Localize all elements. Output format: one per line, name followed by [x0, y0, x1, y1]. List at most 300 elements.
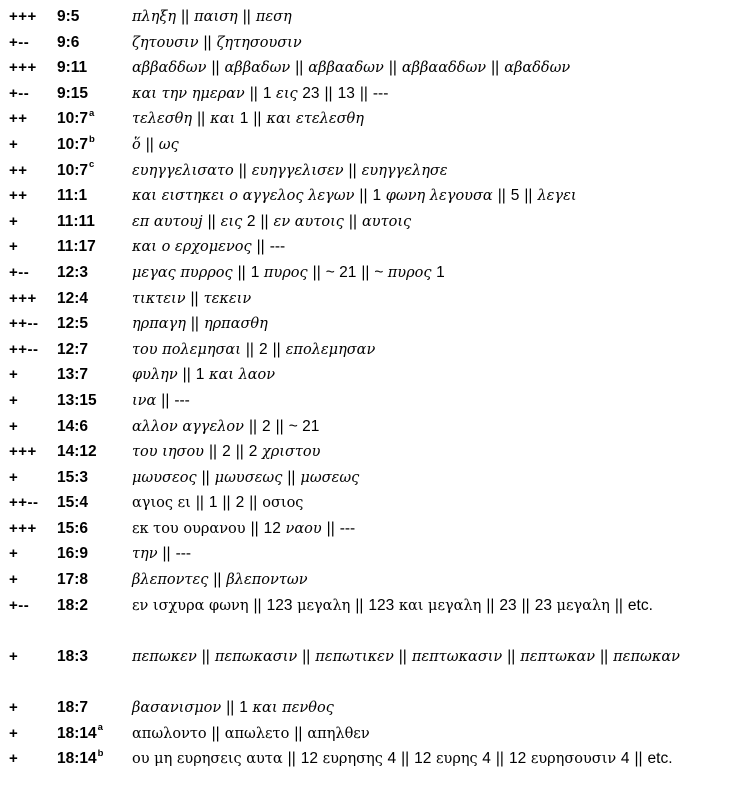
- reading-text: ζητουσιν: [132, 34, 199, 51]
- reading-text: αββαδων: [224, 60, 291, 77]
- reading-text: εν αυτοις: [273, 213, 344, 230]
- reading-separator: ||: [401, 750, 410, 768]
- reading-separator: ||: [203, 33, 212, 51]
- reading-text: 12: [508, 750, 527, 768]
- variant-readings: [132, 311, 737, 337]
- verse-reference: [57, 388, 97, 414]
- verse-reference: [57, 567, 88, 593]
- verse-number: 18:7: [57, 699, 89, 717]
- rating-mark: +: [9, 238, 19, 256]
- reading-separator: ||: [211, 59, 220, 77]
- variant-readings: [132, 567, 737, 593]
- reading-text: 1: [262, 84, 272, 102]
- reading-separator: ||: [250, 519, 259, 537]
- reading-separator: ||: [195, 494, 204, 512]
- verse-number: 12:3: [57, 263, 89, 281]
- verse-reference: [57, 132, 95, 158]
- reading-text: ευηγγελισεν: [251, 162, 344, 179]
- verse-number: 18:14: [57, 750, 97, 768]
- reading-text: του πολεμησαι: [132, 341, 241, 358]
- rating-mark: +: [9, 571, 19, 589]
- reading-separator: ||: [237, 263, 246, 281]
- reading-separator: ||: [634, 750, 643, 768]
- reading-text: ~ 21: [288, 417, 320, 435]
- verse-reference: [57, 81, 88, 107]
- reading-separator: ||: [486, 596, 495, 614]
- reading-text: τελεσθη: [132, 111, 193, 128]
- variant-readings: [132, 593, 737, 619]
- reading-text: 1: [250, 263, 260, 281]
- variant-readings: [132, 234, 737, 260]
- variant-row: [0, 721, 744, 747]
- reading-separator: ||: [312, 263, 321, 281]
- rating-mark: +: [9, 545, 19, 563]
- reading-text: πυρος: [259, 264, 308, 281]
- verse-reference: [57, 541, 88, 567]
- reading-separator: ||: [201, 647, 210, 665]
- variant-readings: [132, 414, 737, 440]
- verse-reference: [57, 439, 97, 465]
- variant-readings: [132, 286, 737, 312]
- reading-text: πεπωκασιν: [214, 648, 298, 665]
- reading-text: την: [132, 546, 158, 563]
- variant-row: [0, 593, 744, 644]
- reading-text: πεπτωκαν: [520, 648, 596, 665]
- variant-readings: [132, 183, 737, 209]
- reading-text: και ετελεσθη: [266, 111, 364, 128]
- reading-separator: ||: [491, 59, 500, 77]
- variant-readings: [132, 81, 737, 107]
- reading-text: ως: [158, 136, 179, 153]
- verse-number: 11:11: [57, 212, 95, 230]
- reading-separator: ||: [211, 724, 220, 742]
- reading-text: ευηγγελησε: [361, 162, 448, 179]
- variant-readings: [132, 132, 737, 158]
- reading-text: παιση: [194, 9, 238, 25]
- variant-readings: [132, 644, 737, 670]
- reading-separator: ||: [614, 596, 623, 614]
- reading-separator: ||: [209, 443, 218, 461]
- reading-text: αβαδδων: [504, 60, 571, 77]
- variant-list: [0, 4, 744, 797]
- reading-separator: ||: [324, 84, 333, 102]
- rating-mark: +++: [9, 443, 37, 461]
- rating-mark: ++--: [9, 315, 39, 333]
- reading-separator: ||: [294, 724, 303, 742]
- variant-readings: [132, 4, 737, 30]
- reading-separator: ||: [495, 750, 504, 768]
- variant-row: [0, 695, 744, 721]
- reading-separator: ||: [238, 161, 247, 179]
- reading-text: εις: [271, 85, 303, 102]
- verse-number: 18:14: [57, 724, 97, 742]
- verse-number: 15:4: [57, 494, 89, 512]
- verse-reference: [57, 746, 103, 772]
- verse-number: 18:2: [57, 596, 89, 614]
- variant-row: [0, 388, 744, 414]
- reading-separator: ||: [348, 161, 357, 179]
- reading-separator: ||: [295, 59, 304, 77]
- reading-separator: ||: [145, 135, 154, 153]
- variant-readings: [132, 490, 737, 516]
- verse-reference: [57, 362, 88, 388]
- variant-readings: [132, 746, 737, 772]
- rating-mark: ++--: [9, 340, 39, 358]
- reading-text: πεπωκεν: [132, 648, 197, 665]
- reading-text: 2: [248, 443, 258, 461]
- variant-row: [0, 746, 744, 797]
- variant-row: [0, 311, 744, 337]
- variant-readings: [132, 158, 737, 184]
- verse-reference: [57, 260, 88, 286]
- reading-text: 23: [534, 596, 552, 614]
- reading-text: πληξη: [132, 9, 177, 25]
- reading-text: μεγαλη: [551, 597, 610, 614]
- reading-text: φωνη λεγουσα: [381, 188, 493, 205]
- rating-mark: +: [9, 391, 19, 409]
- variant-row: [0, 541, 744, 567]
- verse-reference: [57, 30, 79, 56]
- reading-separator: ||: [207, 212, 216, 230]
- reading-text: 23: [302, 84, 320, 102]
- reading-text: εις: [220, 213, 247, 230]
- reading-separator: ||: [256, 238, 265, 256]
- variant-row: [0, 55, 744, 81]
- reading-separator: ||: [226, 699, 235, 717]
- reading-separator: ||: [388, 59, 397, 77]
- reading-text: ευρης: [431, 751, 483, 768]
- reading-text: πεση: [255, 9, 292, 25]
- variant-readings: [132, 388, 737, 414]
- verse-number: 10:7: [57, 161, 89, 179]
- reading-text: απωλοντο: [132, 725, 207, 742]
- reading-text: αυτοις: [361, 213, 412, 230]
- verse-number: 9:11: [57, 59, 88, 77]
- rating-mark: +: [9, 417, 19, 435]
- variant-row: [0, 158, 744, 184]
- verse-number: 9:5: [57, 8, 80, 25]
- reading-text: 12: [263, 519, 281, 537]
- rating-mark: +--: [9, 263, 30, 281]
- reading-separator: ||: [398, 647, 407, 665]
- verse-number: 18:3: [57, 647, 89, 665]
- variant-row: [0, 362, 744, 388]
- verse-number: 15:3: [57, 468, 89, 486]
- verse-reference: [57, 158, 94, 184]
- reading-text: του ιησου: [132, 444, 204, 461]
- reading-text: ---: [175, 545, 192, 563]
- verse-number: 12:7: [57, 340, 89, 358]
- verse-reference: [57, 55, 87, 81]
- verse-number: 16:9: [57, 545, 89, 563]
- reading-text: ---: [372, 84, 389, 102]
- rating-mark: +: [9, 366, 19, 384]
- reading-separator: ||: [302, 647, 311, 665]
- reading-separator: ||: [190, 315, 199, 333]
- reading-text: λεγει: [537, 188, 577, 205]
- reading-text: ---: [339, 519, 356, 537]
- reading-text: μωυσεως: [214, 469, 283, 486]
- reading-text: ---: [174, 391, 190, 409]
- variant-readings: [132, 337, 737, 363]
- variant-readings: [132, 30, 737, 56]
- verse-number: 9:6: [57, 33, 80, 51]
- rating-mark: +--: [9, 33, 30, 51]
- reading-text: ευρησουσιν: [526, 751, 621, 768]
- reading-separator: ||: [507, 647, 516, 665]
- variant-readings: [132, 439, 737, 465]
- rating-mark: ++: [9, 187, 28, 205]
- variant-row: [0, 465, 744, 491]
- reading-separator: ||: [272, 340, 281, 358]
- verse-reference: [57, 106, 94, 132]
- verse-superscript: a: [89, 108, 95, 120]
- verse-reference: [57, 183, 87, 209]
- reading-text: ~: [374, 263, 388, 281]
- verse-reference: [57, 4, 79, 30]
- reading-text: επολεμησαν: [285, 341, 376, 358]
- reading-text: πεπωτικεν: [315, 648, 394, 665]
- reading-separator: ||: [524, 187, 533, 205]
- reading-text: βασανισμον: [132, 700, 222, 717]
- variant-row: [0, 567, 744, 593]
- reading-separator: ||: [213, 571, 222, 589]
- reading-separator: ||: [190, 289, 199, 307]
- reading-text: αλλον αγγελον: [132, 418, 244, 435]
- variant-row: [0, 516, 744, 542]
- rating-mark: +++: [9, 8, 37, 25]
- rating-mark: +--: [9, 596, 30, 614]
- reading-text: εκ του ουρανου: [132, 520, 246, 537]
- reading-text: και την ημεραν: [132, 85, 245, 102]
- verse-number: 14:6: [57, 417, 89, 435]
- reading-separator: ||: [361, 263, 370, 281]
- reading-text: ζητησουσιν: [216, 34, 302, 51]
- reading-text: και πενθος: [247, 700, 334, 717]
- reading-text: ηρπαγη: [132, 316, 186, 333]
- rating-mark: +: [9, 468, 19, 486]
- variant-row: [0, 260, 744, 286]
- variant-readings: [132, 541, 737, 567]
- reading-text: 4: [387, 750, 397, 768]
- reading-text: ναου: [280, 520, 322, 537]
- reading-text: etc.: [647, 750, 673, 768]
- reading-separator: ||: [242, 8, 251, 25]
- reading-text: και λαον: [204, 367, 276, 384]
- verse-reference: [57, 593, 88, 619]
- verse-number: 17:8: [57, 571, 89, 589]
- verse-number: 15:6: [57, 519, 89, 537]
- reading-separator: ||: [359, 84, 368, 102]
- verse-number: 10:7: [57, 110, 89, 128]
- verse-number: 11:1: [57, 187, 88, 205]
- verse-reference: [57, 337, 88, 363]
- variant-readings: [132, 260, 737, 286]
- reading-text: 5: [510, 187, 520, 205]
- reading-text: 1: [195, 366, 205, 384]
- reading-text: ευρησης: [317, 751, 388, 768]
- variant-row: [0, 4, 744, 30]
- rating-mark: +++: [9, 59, 37, 77]
- rating-mark: +: [9, 699, 19, 717]
- reading-separator: ||: [326, 519, 335, 537]
- reading-separator: ||: [182, 366, 191, 384]
- reading-text: μεγαλη: [292, 597, 351, 614]
- reading-text: φυλην: [132, 367, 178, 384]
- verse-reference: [57, 286, 88, 312]
- reading-text: 1: [436, 263, 445, 281]
- verse-reference: [57, 465, 88, 491]
- reading-text: αγιος ει: [132, 495, 191, 512]
- reading-separator: ||: [253, 596, 262, 614]
- reading-text: 123: [368, 596, 395, 614]
- rating-mark: +++: [9, 519, 37, 537]
- variant-row: [0, 183, 744, 209]
- rating-mark: +: [9, 750, 19, 768]
- verse-number: 10:7: [57, 135, 89, 153]
- reading-separator: ||: [359, 187, 368, 205]
- reading-text: etc.: [627, 596, 653, 614]
- verse-superscript: c: [89, 159, 95, 171]
- verse-number: 9:15: [57, 84, 89, 102]
- reading-text: 2: [235, 494, 245, 512]
- verse-number: 13:15: [57, 391, 97, 409]
- verse-reference: [57, 721, 103, 747]
- verse-number: 12:4: [57, 289, 89, 307]
- reading-text: 13: [337, 84, 355, 102]
- reading-text: ου μη ευρησεις αυτα: [132, 751, 283, 768]
- verse-reference: [57, 695, 88, 721]
- reading-text: μεγας πυρρος: [132, 264, 233, 281]
- reading-text: 2: [262, 417, 271, 435]
- variant-row: [0, 30, 744, 56]
- verse-reference: [57, 234, 96, 260]
- variant-row: [0, 439, 744, 465]
- reading-text: βλεποντων: [226, 572, 308, 589]
- reading-text: πυρος: [387, 264, 437, 281]
- rating-mark: +++: [9, 289, 37, 307]
- reading-separator: ||: [348, 212, 357, 230]
- reading-text: και ειστηκει ο αγγελος λεγων: [132, 188, 355, 205]
- reading-text: 2: [222, 443, 231, 461]
- variant-row: [0, 337, 744, 363]
- variant-readings: [132, 362, 737, 388]
- rating-mark: +: [9, 647, 19, 665]
- verse-number: 13:7: [57, 366, 89, 384]
- rating-mark: ++: [9, 110, 28, 128]
- variant-readings: [132, 721, 737, 747]
- variant-row: [0, 209, 744, 235]
- reading-text: και: [210, 111, 240, 128]
- reading-text: 4: [482, 750, 491, 768]
- verse-reference: [57, 311, 88, 337]
- verse-reference: [57, 644, 88, 670]
- reading-text: 4: [620, 750, 630, 768]
- reading-separator: ||: [181, 8, 190, 25]
- reading-text: εν ισχυρα φωνη: [132, 597, 249, 614]
- reading-text: ηρπασθη: [203, 316, 268, 333]
- reading-separator: ||: [600, 647, 609, 665]
- variant-readings: [132, 106, 737, 132]
- reading-separator: ||: [197, 110, 206, 128]
- reading-text: ---: [269, 238, 286, 256]
- reading-separator: ||: [235, 443, 244, 461]
- variant-row: [0, 234, 744, 260]
- reading-separator: ||: [162, 545, 171, 563]
- reading-separator: ||: [275, 417, 284, 435]
- reading-text: χριστου: [257, 444, 321, 461]
- rating-mark: +: [9, 212, 19, 230]
- reading-text: και ο ερχομενος: [132, 239, 252, 256]
- verse-number: 14:12: [57, 443, 97, 461]
- reading-separator: ||: [249, 84, 258, 102]
- verse-reference: [57, 209, 95, 235]
- reading-text: 123: [266, 596, 293, 614]
- reading-text: οσιος: [262, 495, 304, 512]
- reading-text: 23: [499, 596, 517, 614]
- variant-readings: [132, 695, 737, 721]
- reading-separator: ||: [253, 110, 262, 128]
- variant-row: [0, 414, 744, 440]
- reading-text: και μεγαλη: [394, 597, 482, 614]
- reading-separator: ||: [355, 596, 364, 614]
- variant-row: [0, 286, 744, 312]
- reading-separator: ||: [287, 468, 296, 486]
- verse-number: 11:17: [57, 238, 96, 256]
- rating-mark: ++: [9, 161, 28, 179]
- reading-text: 1: [239, 699, 248, 717]
- reading-separator: ||: [248, 417, 258, 435]
- reading-text: αββαδδων: [132, 60, 207, 77]
- reading-separator: ||: [260, 212, 269, 230]
- verse-number: 12:5: [57, 315, 89, 333]
- reading-text: μωυσεος: [132, 469, 197, 486]
- reading-text: ὅ: [132, 136, 141, 153]
- reading-text: 1: [239, 110, 249, 128]
- rating-mark: +: [9, 135, 19, 153]
- reading-separator: ||: [497, 187, 506, 205]
- reading-text: μωσεως: [300, 469, 360, 486]
- reading-text: τικτειν: [132, 290, 186, 307]
- reading-text: επ αυτουj: [132, 213, 203, 230]
- reading-text: 1: [208, 494, 218, 512]
- verse-superscript: a: [97, 722, 103, 734]
- variant-readings: [132, 465, 737, 491]
- rating-mark: +--: [9, 84, 30, 102]
- variant-row: [0, 106, 744, 132]
- verse-reference: [57, 516, 88, 542]
- reading-text: ινα: [132, 392, 157, 409]
- reading-text: απωλετο: [224, 725, 290, 742]
- reading-text: 1: [372, 187, 382, 205]
- reading-separator: ||: [161, 391, 170, 409]
- variant-row: [0, 644, 744, 695]
- reading-text: ~ 21: [325, 263, 357, 281]
- variant-readings: [132, 209, 737, 235]
- reading-text: τεκειν: [203, 290, 252, 307]
- reading-separator: ||: [521, 596, 530, 614]
- verse-superscript: b: [89, 133, 95, 145]
- reading-text: αββααδδων: [401, 60, 487, 77]
- reading-text: απηλθεν: [307, 725, 370, 742]
- reading-separator: ||: [222, 494, 231, 512]
- reading-text: βλεποντες: [132, 572, 209, 589]
- rating-mark: ++--: [9, 494, 39, 512]
- verse-superscript: b: [97, 748, 104, 760]
- reading-text: 2: [258, 340, 268, 358]
- verse-reference: [57, 414, 88, 440]
- reading-text: 12: [300, 750, 318, 768]
